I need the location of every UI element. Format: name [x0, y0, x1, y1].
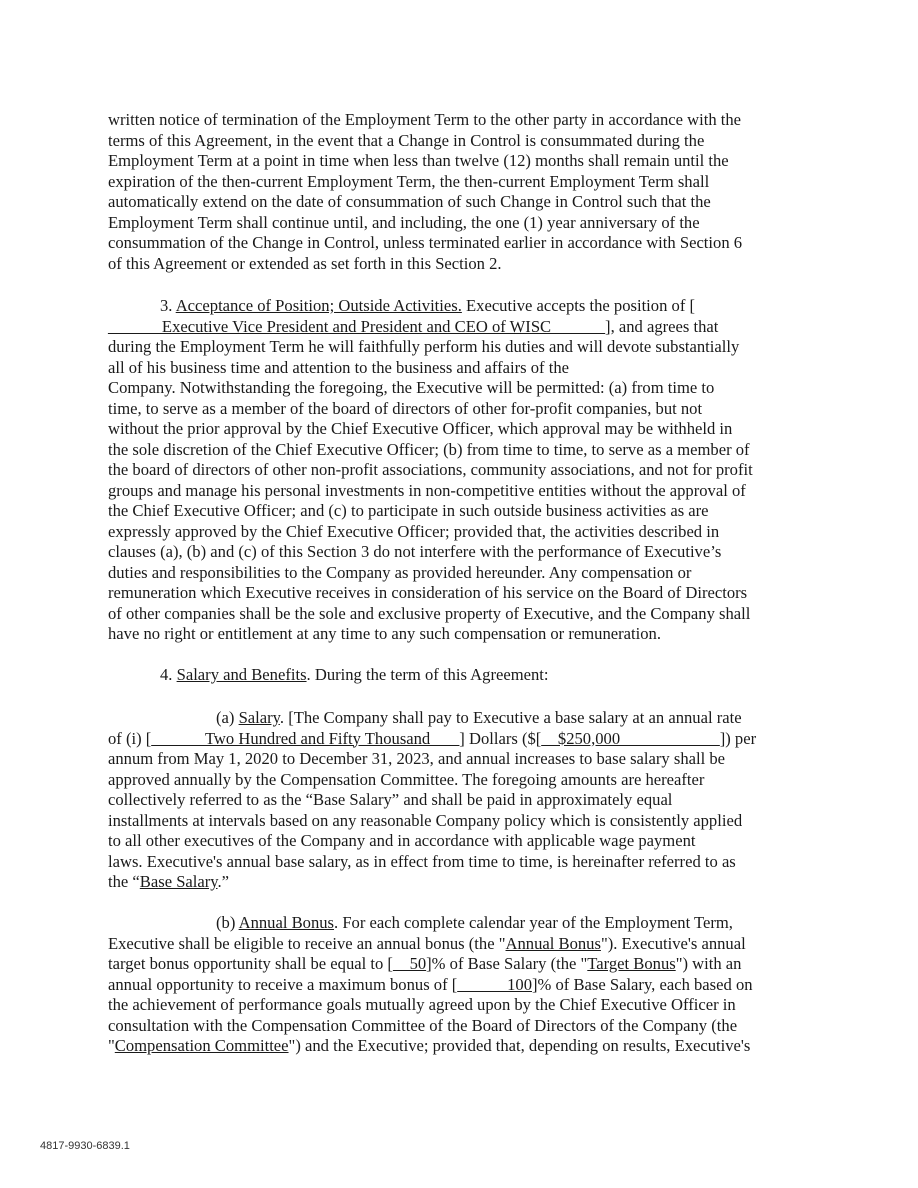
text-line: have no right or entitlement at any time to any such compensation or remuneration.	[108, 624, 661, 643]
text-line: Employment Term at a point in time when less than twelve (12) months shall remain until the	[108, 151, 729, 170]
salary-label: (a)	[216, 708, 239, 727]
text-fragment: ") with an	[675, 954, 742, 973]
salary-line-tail: . [The Company shall pay to Executive a base salary at an annual rate	[279, 708, 742, 727]
bonus-heading: Annual Bonus	[238, 913, 335, 932]
position-line-tail: ], and agrees that	[605, 316, 719, 336]
section-4-line	[108, 665, 808, 686]
text-line: of this Agreement or extended as set forth in this Section 2.	[108, 253, 502, 273]
bonus-line-3	[108, 954, 808, 975]
salary-amount-figure-field: __$250,000____________	[541, 728, 720, 748]
text-fragment: ]% of Base Salary, each based on	[531, 974, 753, 994]
text-line: the Chief Executive Officer; and (c) to participate in such outside business activities as are	[108, 501, 709, 520]
text-line: time, to serve as a member of the board of directors of other for-profit companies, but not	[108, 398, 703, 418]
text-line: during the Employment Term he will faithfully perform his duties and will devote substantially	[108, 337, 740, 356]
document-id-footer: 4817-9930-6839.1	[40, 1140, 130, 1152]
target-bonus-defined-term: Target Bonus	[587, 954, 676, 973]
text-line: the sole discretion of the Chief Executive Officer; (b) from time to time, to serve as a member of	[108, 439, 750, 459]
text-line: written notice of termination of the Employment Term to the other party in accordance with the	[108, 110, 742, 129]
text-line: to all other executives of the Company and in accordance with applicable wage payment	[108, 831, 696, 850]
text-line: all of his business time and attention to the business and affairs of the	[108, 357, 570, 377]
text-line: expressly approved by the Chief Executive Officer; provided that, the activities described in	[108, 521, 720, 541]
text-fragment: .”	[217, 872, 230, 891]
text-line: collectively referred to as the “Base Salary” and shall be paid in approximately equal	[108, 790, 673, 809]
salary-paragraph	[108, 708, 808, 893]
section-3-first-line	[108, 296, 808, 317]
bonus-label: (b)	[216, 913, 239, 932]
salary-heading: Salary	[238, 708, 280, 727]
salary-first-line	[108, 708, 808, 729]
text-fragment: Executive shall be eligible to receive an annual bonus (the "	[108, 933, 506, 953]
bonus-line-tail: . For each complete calendar year of the Employment Term,	[334, 913, 733, 932]
text-fragment: of (i) [	[108, 728, 152, 748]
salary-amount-line	[108, 729, 808, 750]
text-fragment: target bonus opportunity shall be equal to [	[108, 954, 393, 973]
section-3-heading: Acceptance of Position; Outside Activities.	[175, 296, 462, 315]
salary-amount-words-field: ______ Two Hundred and Fifty Thousand ___	[151, 728, 460, 748]
text-line: the achievement of performance goals mutually agreed upon by the Chief Executive Officer in	[108, 995, 736, 1014]
section-3-intro: Executive accepts the position of [	[461, 296, 696, 315]
salary-last-line	[108, 872, 808, 893]
section-4-paragraph	[108, 665, 808, 686]
text-line: laws. Executive's annual base salary, as in effect from time to time, is hereinafter referred to as	[108, 851, 736, 871]
text-line: the board of directors of other non-profit associations, community associations, and not for profit	[108, 460, 753, 479]
text-line: groups and manage his personal investments in non-competitive entities without the approval of	[108, 480, 746, 500]
text-line: installments at intervals based on any reasonable Company policy which is consistently applied	[108, 810, 743, 830]
text-line: clauses (a), (b) and (c) of this Section 3 do not interfere with the performance of Executive’s	[108, 542, 722, 561]
section-3-number: 3.	[160, 296, 176, 315]
text-line: Employment Term shall continue until, and including, the one (1) year anniversary of the	[108, 212, 700, 232]
section-4-heading: Salary and Benefits	[176, 665, 307, 684]
section-4-tail: . During the term of this Agreement:	[306, 665, 549, 684]
text-line: terms of this Agreement, in the event that a Change in Control is consummated during the	[108, 130, 705, 150]
text-fragment: annual opportunity to receive a maximum bonus of [	[108, 974, 458, 994]
bonus-line-4	[108, 975, 808, 996]
section-4-number: 4.	[160, 665, 177, 684]
position-field: ______ Executive Vice President and President and CEO of WISC ______	[108, 316, 606, 336]
text-fragment: "	[108, 1036, 115, 1055]
text-line: consultation with the Compensation Committee of the Board of Directors of the Company (the	[108, 1015, 738, 1035]
max-percent-field: ______100	[457, 974, 532, 994]
section-2-tail-paragraph	[108, 110, 808, 274]
text-line: expiration of the then-current Employment Term, the then-current Employment Term shall	[108, 171, 710, 191]
text-line: of other companies shall be the sole and exclusive property of Executive, and the Company shall	[108, 603, 751, 623]
compensation-committee-defined-term: Compensation Committee	[114, 1036, 289, 1055]
text-fragment: ]% of Base Salary (the "	[426, 954, 588, 973]
target-percent-field: __50	[392, 954, 427, 973]
text-line: Company. Notwithstanding the foregoing, the Executive will be permitted: (a) from time to	[108, 378, 715, 397]
bonus-line-2	[108, 934, 808, 955]
text-line: approved annually by the Compensation Committee. The foregoing amounts are hereafter	[108, 769, 705, 789]
annual-bonus-paragraph	[108, 913, 808, 1057]
text-line: automatically extend on the date of consummation of such Change in Control such that the	[108, 192, 711, 211]
base-salary-defined-term: Base Salary	[139, 872, 218, 891]
section-3-paragraph	[108, 296, 808, 645]
text-fragment: the “	[108, 872, 140, 891]
text-line: remuneration which Executive receives in consideration of his service on the Board of Directors	[108, 583, 748, 602]
bonus-line-7	[108, 1036, 808, 1057]
position-line	[108, 317, 808, 338]
text-fragment: ] Dollars ($[	[459, 728, 542, 748]
text-line: annum from May 1, 2020 to December 31, 2023, and annual increases to base salary shall be	[108, 749, 726, 768]
annual-bonus-defined-term: Annual Bonus	[505, 933, 601, 953]
text-fragment: "). Executive's annual	[600, 933, 746, 953]
bonus-first-line	[108, 913, 808, 934]
text-line: duties and responsibilities to the Company as provided hereunder. Any compensation or	[108, 562, 692, 582]
text-fragment: ]) per	[719, 728, 757, 748]
text-line: without the prior approval by the Chief Executive Officer, which approval may be withheld in	[108, 419, 733, 438]
text-line: consummation of the Change in Control, unless terminated earlier in accordance with Section 6	[108, 233, 743, 252]
text-fragment: ") and the Executive; provided that, depending on results, Executive's	[288, 1036, 751, 1055]
